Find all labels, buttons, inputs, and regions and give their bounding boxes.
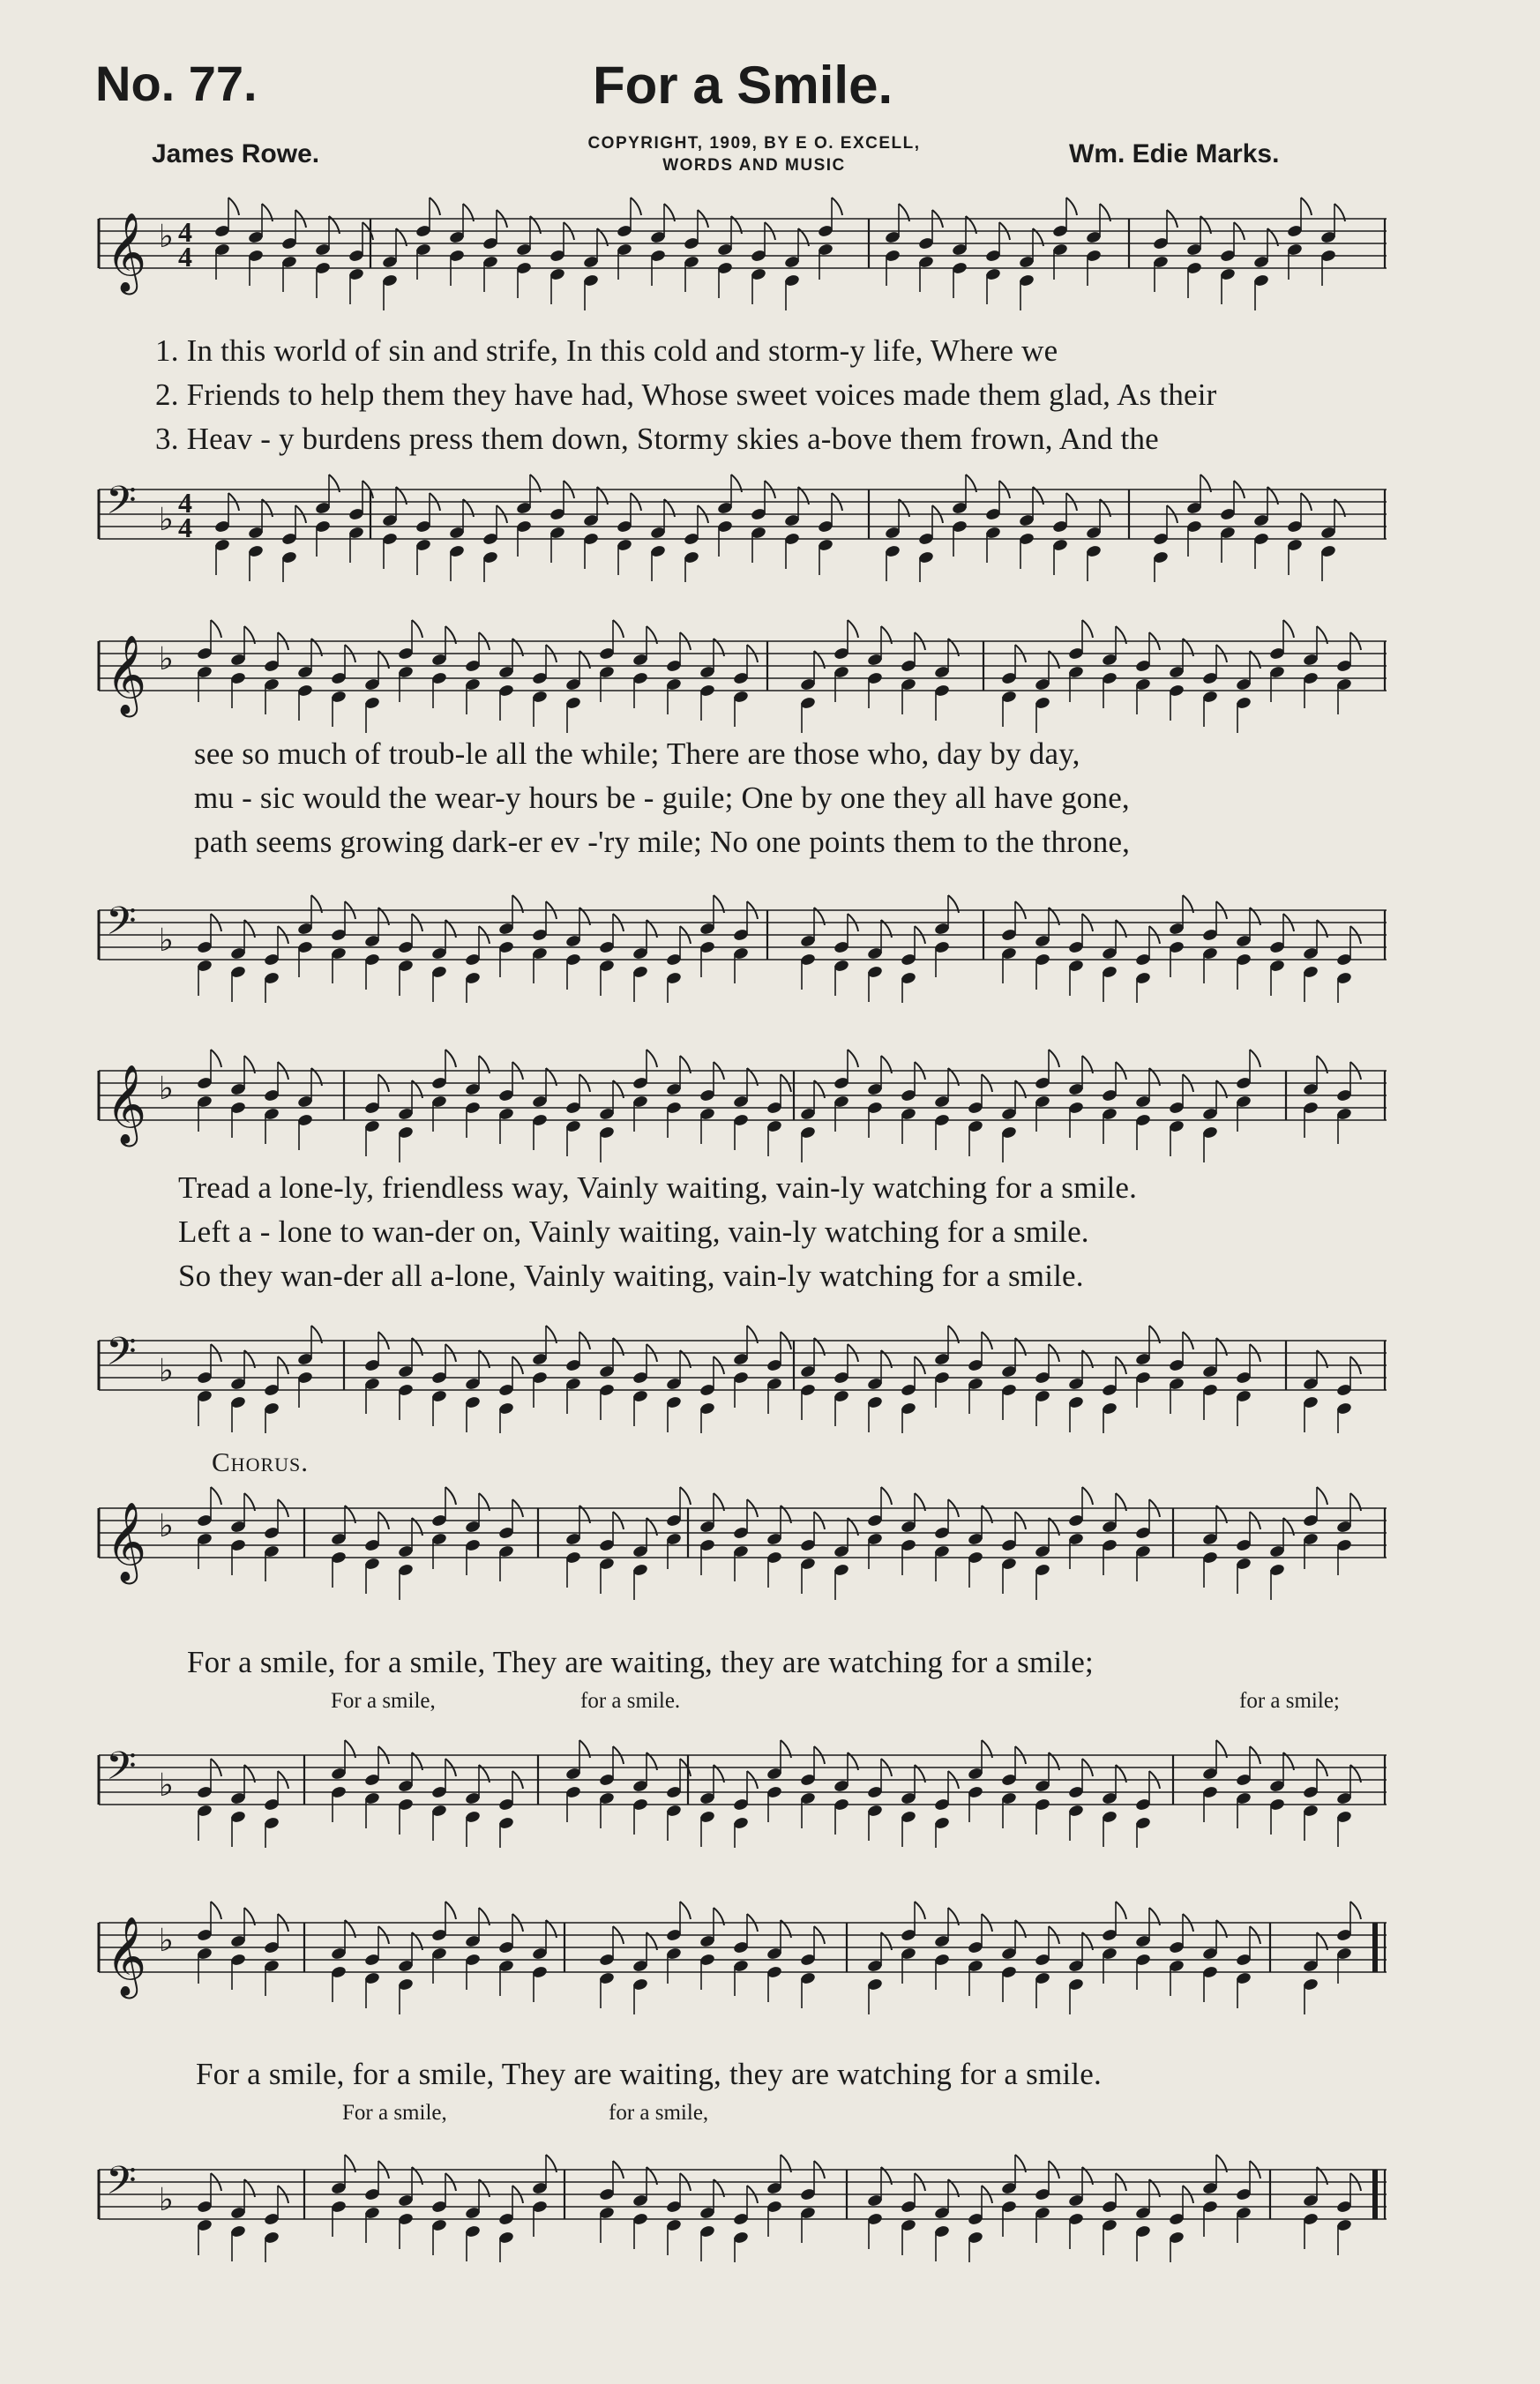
note-flag <box>915 1902 925 1919</box>
time-signature-digit: 4 <box>178 241 192 273</box>
note-flag <box>445 1487 456 1505</box>
note-flag <box>1250 1050 1260 1067</box>
note-flag <box>211 1902 221 1919</box>
chorus-bass-echo-3: for a smile; <box>1239 1689 1340 1713</box>
chorus-label: Chorus. <box>212 1446 309 1477</box>
note-flag <box>211 1050 221 1067</box>
bass-staff <box>90 1319 1395 1433</box>
note-flag <box>1350 1902 1361 1919</box>
note-flag <box>1116 1902 1126 1919</box>
flat-key-signature-icon: ♭ <box>159 502 174 537</box>
note-flag <box>228 198 239 215</box>
note-flag <box>1049 1050 1059 1067</box>
note-flag <box>613 620 624 638</box>
time-signature-digit: 4 <box>178 216 192 248</box>
flat-key-signature-icon: ♭ <box>159 1353 174 1388</box>
verse-2-line-1: 2. Friends to help them they have had, Whose sweet voices made them glad, As their <box>155 377 1217 412</box>
author-credit: James Rowe. <box>152 139 320 168</box>
note-flag <box>1283 620 1294 638</box>
bass-clef-icon: 𝄢 <box>106 2157 137 2213</box>
bass-clef-icon: 𝄢 <box>106 477 137 533</box>
flat-key-signature-icon: ♭ <box>159 2182 174 2217</box>
chorus-line-2: For a smile, for a smile, They are waiting, they are watching for a smile. <box>196 2057 1102 2091</box>
treble-staff <box>90 197 1395 311</box>
verse-3-line-1: 3. Heav - y burdens press them down, Stormy skies a-bove them frown, And the <box>155 422 1159 456</box>
bass-staff <box>90 467 1395 582</box>
treble-clef-icon: 𝄞 <box>106 213 147 292</box>
chorus-bass-echo-1: For a smile, <box>331 1689 436 1713</box>
note-flag <box>412 620 422 638</box>
chorus-bass-echo-5: for a smile, <box>609 2101 709 2125</box>
note-flag <box>1317 1487 1327 1505</box>
note-flag <box>832 198 842 215</box>
note-flag <box>848 620 858 638</box>
verse-3-line-3: So they wan-der all a-lone, Vainly waiting, vain-ly watching for a smile. <box>178 1259 1084 1293</box>
treble-clef-icon: 𝄞 <box>106 635 147 714</box>
note-flag <box>1082 1487 1093 1505</box>
note-flag <box>680 1487 691 1505</box>
note-flag <box>647 1050 657 1067</box>
treble-clef-icon: 𝄞 <box>106 1917 147 1996</box>
note-flag <box>1301 198 1312 215</box>
hymn-title: For a Smile. <box>593 56 893 115</box>
bass-staff <box>90 888 1395 1003</box>
note-flag <box>445 1902 456 1919</box>
treble-clef-icon: 𝄞 <box>106 1065 147 1144</box>
verse-1-line-2: see so much of troub-le all the while; There are those who, day by day, <box>194 736 1080 771</box>
chorus-bass-echo-2: for a smile. <box>580 1689 681 1713</box>
note-flag <box>445 1050 456 1067</box>
verse-1-line-1: 1. In this world of sin and strife, In this cold and storm-y life, Where we <box>155 333 1058 368</box>
final-barline <box>1372 2170 1378 2219</box>
note-flag <box>1066 198 1077 215</box>
bass-clef-icon: 𝄢 <box>106 1328 137 1384</box>
verse-1-line-3: Tread a lone-ly, friendless way, Vainly waiting, vain-ly watching for a smile. <box>178 1170 1138 1205</box>
note-flag <box>1082 620 1093 638</box>
note-flag <box>848 1050 858 1067</box>
treble-staff <box>90 1901 1395 2015</box>
composer-credit: Wm. Edie Marks. <box>1069 139 1280 168</box>
verse-3-line-2: path seems growing dark-er ev -'ry mile; No one points them to the throne, <box>194 825 1131 859</box>
flat-key-signature-icon: ♭ <box>159 219 174 254</box>
treble-staff <box>90 1486 1395 1601</box>
treble-clef-icon: 𝄞 <box>106 1502 147 1581</box>
note-flag <box>881 1487 892 1505</box>
time-signature-digit: 4 <box>178 512 192 543</box>
verse-2-line-3: Left a - lone to wan-der on, Vainly waiting, vain-ly watching for a smile. <box>178 1214 1089 1249</box>
copyright-notice <box>547 132 961 176</box>
time-signature-digit: 4 <box>178 487 192 519</box>
note-flag <box>211 620 221 638</box>
copyright-line-2: WORDS AND MUSIC <box>662 156 846 175</box>
treble-staff <box>90 619 1395 734</box>
flat-key-signature-icon: ♭ <box>159 1923 174 1958</box>
note-flag <box>430 198 440 215</box>
copyright-line-1: COPYRIGHT, 1909, BY E O. EXCELL, <box>587 134 921 153</box>
bass-clef-icon: 𝄢 <box>106 1743 137 1798</box>
flat-key-signature-icon: ♭ <box>159 923 174 958</box>
note-flag <box>631 198 641 215</box>
flat-key-signature-icon: ♭ <box>159 1508 174 1543</box>
treble-staff <box>90 1049 1395 1163</box>
note-flag <box>211 1487 221 1505</box>
chorus-line-1: For a smile, for a smile, They are waiting, they are watching for a smile; <box>187 1645 1094 1679</box>
bass-staff <box>90 2148 1395 2262</box>
flat-key-signature-icon: ♭ <box>159 1767 174 1803</box>
chorus-bass-echo-4: For a smile, <box>342 2101 447 2125</box>
flat-key-signature-icon: ♭ <box>159 641 174 676</box>
bass-clef-icon: 𝄢 <box>106 898 137 953</box>
verse-2-line-2: mu - sic would the wear-y hours be - guile; One by one they all have gone, <box>194 781 1130 815</box>
note-flag <box>680 1902 691 1919</box>
hymn-number: No. 77. <box>95 56 258 111</box>
bass-staff <box>90 1733 1395 1848</box>
final-barline <box>1372 1923 1378 1972</box>
flat-key-signature-icon: ♭ <box>159 1071 174 1106</box>
